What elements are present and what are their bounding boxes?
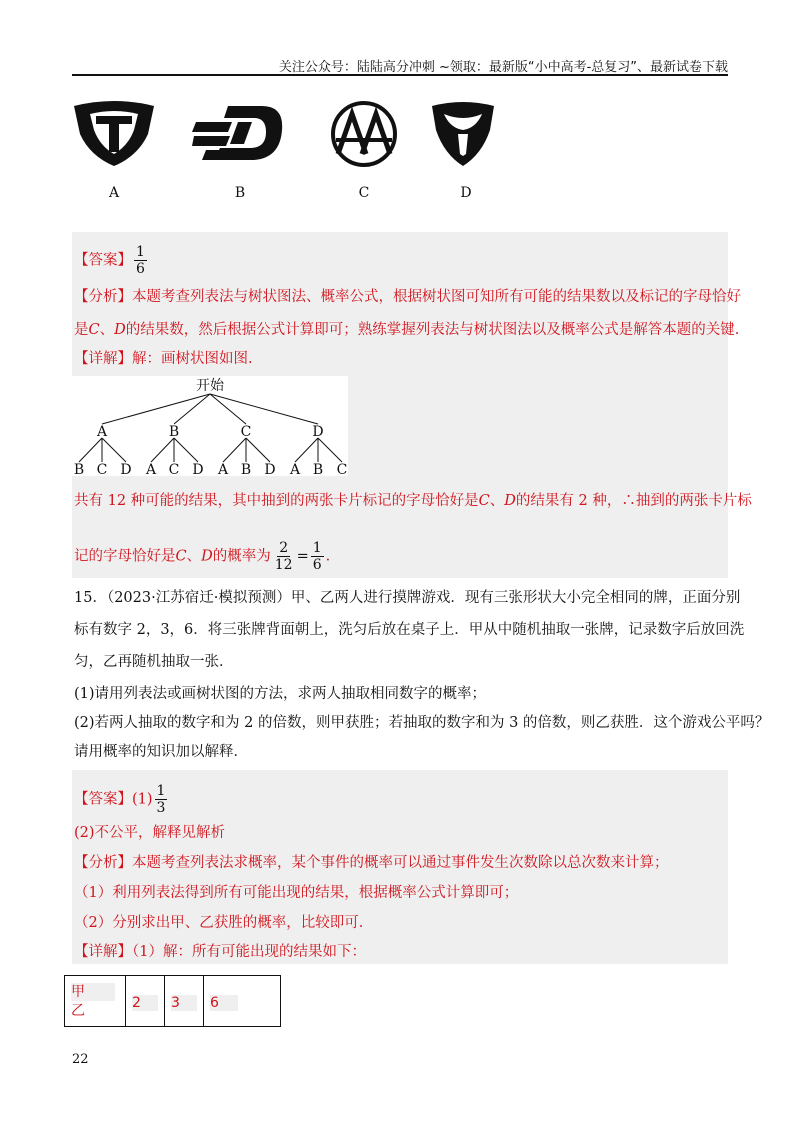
q14-answer-line bbox=[74, 244, 149, 277]
tree-node-l2: B bbox=[73, 462, 85, 476]
tree-node-l2: A bbox=[217, 462, 229, 476]
circle-aa-logo-icon bbox=[322, 100, 406, 168]
detail-tag: 【详解】 bbox=[74, 351, 132, 367]
tree-node-l1: C bbox=[240, 424, 252, 440]
probability-fraction: $\frac{2}{12}$ bbox=[274, 540, 293, 573]
table-header-cell: 3 bbox=[165, 976, 204, 1027]
outcome-table bbox=[64, 975, 281, 1027]
answer-fraction: $\frac{1}{3}$ bbox=[156, 783, 166, 816]
tree-node-l2: C bbox=[336, 462, 348, 476]
page-number: 22 bbox=[72, 1052, 89, 1067]
tree-node-l1: A bbox=[96, 424, 108, 440]
logo-label-b: B bbox=[234, 185, 246, 201]
q15-question-line-3: 匀，乙再随机抽取一张． bbox=[74, 654, 234, 670]
table-corner-cell: 甲 乙 bbox=[65, 976, 126, 1027]
tree-node-l2: D bbox=[264, 462, 276, 476]
q15-subquestion-1: (1)请用列表法或画树状图的方法，求两人抽取相同数字的概率； bbox=[74, 686, 487, 702]
tree-node-l2: D bbox=[120, 462, 132, 476]
header-divider bbox=[72, 74, 728, 76]
q15-step-2: （2）分别求出甲、乙获胜的概率，比较即可. bbox=[74, 915, 364, 931]
speed-d-logo-icon bbox=[192, 100, 286, 168]
q14-result-line-1: 共有 12 种可能的结果，其中抽到的两张卡片标记的字母恰好是C、D的结果有 2 种，∴抽到的两张卡片标 bbox=[74, 493, 752, 509]
tree-node-l2: A bbox=[289, 462, 301, 476]
analysis-tag: 【分析】 bbox=[74, 289, 132, 305]
detail-tag: 【详解】 bbox=[74, 944, 132, 960]
logo-label-d: D bbox=[460, 185, 472, 201]
q15-step-1: （1）利用列表法得到所有可能出现的结果，根据概率公式计算即可； bbox=[74, 885, 519, 901]
q14-detail-line: 【详解】解：画树状图如图. bbox=[74, 351, 253, 367]
q15-detail-line: 【详解】（1）解：所有可能出现的结果如下： bbox=[74, 944, 366, 960]
tri-shield-logo-icon bbox=[430, 100, 496, 168]
tree-node-l2: C bbox=[168, 462, 180, 476]
q15-answer-2: (2)不公平，解释见解析 bbox=[74, 825, 226, 841]
q14-result-line-2: 记的字母恰好是C、D的概率为 $\frac{2}{12}$ = $\frac{1}{6}$ . bbox=[74, 540, 331, 573]
answer-tag: 【答案】 bbox=[74, 791, 132, 808]
q14-analysis-line-2: 是C、D的结果数，然后根据公式计算即可；熟练掌握列表法与树状图法以及概率公式是解答本题的关键. bbox=[74, 322, 740, 338]
tree-node-l2: B bbox=[312, 462, 324, 476]
tree-node-l2: A bbox=[145, 462, 157, 476]
logo-label-a: A bbox=[108, 185, 120, 201]
tree-diagram bbox=[72, 376, 348, 476]
table-header-cell: 6 bbox=[204, 976, 281, 1027]
q15-subquestion-2: (2)若两人抽取的数字和为 2 的倍数，则甲获胜；若抽取的数字和为 3 的倍数，则乙获胜．这个游戏公平吗？ bbox=[74, 715, 770, 731]
q15-question-line-1: 15．（2023·江苏宿迁·模拟预测）甲、乙两人进行摸牌游戏．现有三张形状大小完全相同的牌，正面分别 bbox=[74, 590, 741, 606]
answer-tag: 【答案】 bbox=[74, 252, 132, 269]
tree-root: 开始 bbox=[196, 378, 224, 394]
answer-fraction: $\frac{1}{6}$ bbox=[136, 244, 145, 277]
analysis-tag: 【分析】 bbox=[74, 855, 132, 871]
q14-analysis-line-1: 【分析】本题考查列表法与树状图法、概率公式，根据树状图可知所有可能的结果数以及标记的字母恰好 bbox=[74, 289, 741, 305]
probability-fraction-simplified: $\frac{1}{6}$ bbox=[312, 540, 322, 573]
page-header: 关注公众号：陆陆高分冲刺 ~领取：最新版“小中高考-总复习”、最新试卷下载 bbox=[278, 60, 728, 75]
q15-question-line-2: 标有数字 2，3，6．将三张牌背面朝上，洗匀后放在桌子上．甲从中随机抽取一张牌，记录数字后放回洗 bbox=[74, 622, 745, 638]
tree-node-l2: C bbox=[96, 462, 108, 476]
tree-node-l2: B bbox=[240, 462, 252, 476]
table-header-cell: 2 bbox=[126, 976, 165, 1027]
logo-label-c: C bbox=[358, 185, 370, 201]
q15-subquestion-2b: 请用概率的知识加以解释． bbox=[74, 744, 248, 760]
tree-node-l1: D bbox=[312, 424, 324, 440]
tree-node-l2: D bbox=[192, 462, 204, 476]
tree-node-l1: B bbox=[168, 424, 180, 440]
q15-answer-line: 【答案】(1) $\frac{1}{3}$ bbox=[74, 783, 166, 816]
q15-analysis-line: 【分析】本题考查列表法求概率，某个事件的概率可以通过事件发生次数除以总次数来计算； bbox=[74, 855, 669, 871]
shield-t-logo-icon bbox=[72, 100, 156, 168]
